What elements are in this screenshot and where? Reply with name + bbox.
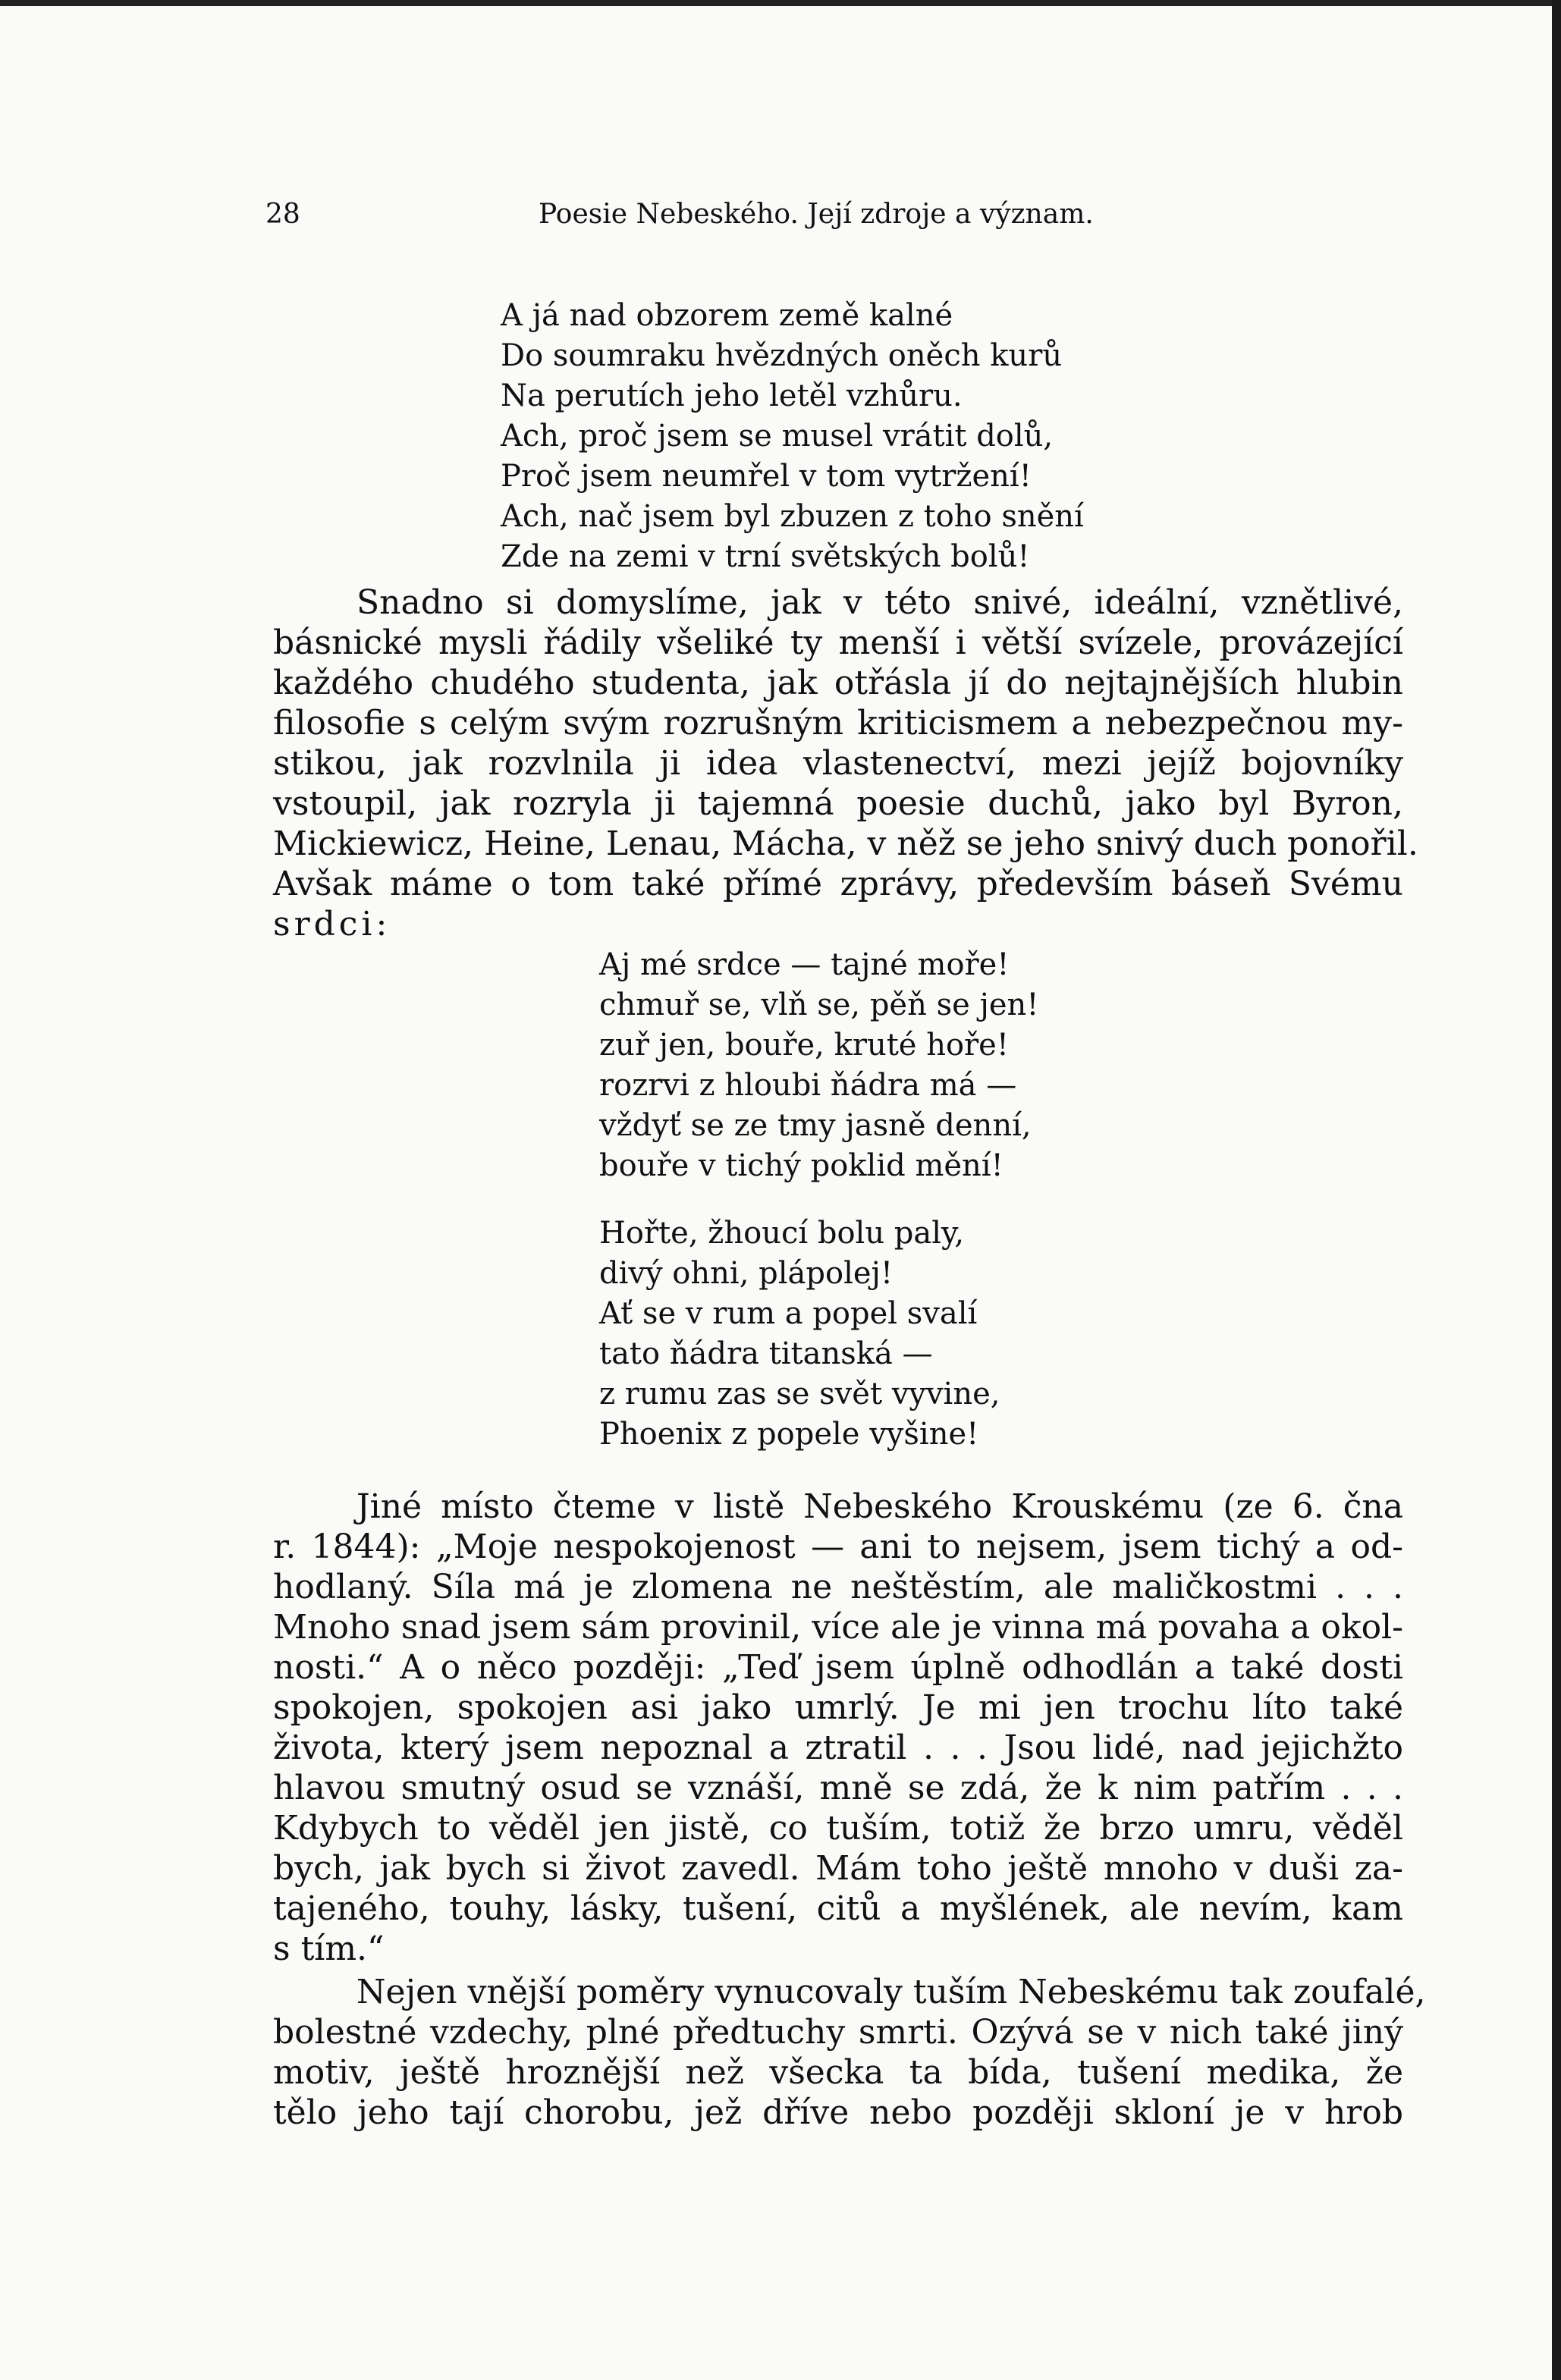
text-line: každého chudého studenta, jak otřásla jí do nejtajnějších hlubin (273, 664, 1403, 702)
text-line: nosti.“ A o něco později: „Teď jsem úplně odhodlán a také dosti (273, 1648, 1403, 1687)
text-line: Jiné místo čteme v listě Nebeského Krouskému (ze 6. čna (356, 1487, 1403, 1526)
text-line: vstoupil, jak rozryla ji tajemná poesie duchů, jako byl Byron, (273, 784, 1403, 823)
text-line: Kdybych to věděl jen jistě, co tuším, totiž že brzo umru, věděl (273, 1809, 1403, 1848)
text-line: bolestné vzdechy, plné předtuchy smrti. Ozývá se v nich také jiný (273, 2013, 1403, 2052)
text-line: tělo jeho tají chorobu, jež dříve nebo později skloní je v hrob (273, 2093, 1403, 2132)
text-line: bych, jak bych si život zavedl. Mám toho ještě mnoho v duši za- (273, 1849, 1403, 1888)
paragraph-3 (273, 1972, 1426, 2133)
verse-line: Aj mé srdce — tajné moře! (599, 947, 1010, 982)
text-line: života, který jsem nepoznal a ztratil . . . Jsou lidé, nad jejichžto (273, 1728, 1403, 1767)
running-title: Poesie Nebeského. Její zdroje a význam. (539, 199, 1094, 230)
text-line: Mnoho snad jsem sám provinil, více ale je vinna má povaha a okol- (273, 1608, 1403, 1647)
poem-stanza-2 (599, 945, 1038, 1186)
page-header (265, 199, 1145, 244)
text-line: filosofie s celým svým rozrušným kriticismem a nebezpečnou my- (273, 704, 1403, 743)
verse-line: Ach, proč jsem se musel vrátit dolů, (501, 419, 1054, 454)
paragraph-2 (273, 1487, 1403, 1969)
verse-line: z rumu zas se svět vyvine, (599, 1377, 1000, 1411)
text-line: Snadno si domyslíme, jak v této snivé, ideální, vznětlivé, (356, 583, 1403, 622)
poem-stanza-1 (501, 296, 1084, 577)
verse-line: bouře v tichý poklid mění! (599, 1148, 1003, 1183)
verse-line: zuř jen, bouře, kruté hoře! (599, 1028, 1009, 1063)
text-line: tajeného, touhy, lásky, tušení, citů a myšlének, ale nevím, kam (273, 1889, 1403, 1928)
verse-line: Ať se v rum a popel svalí (599, 1296, 978, 1331)
scan-edge-top (0, 0, 1561, 6)
verse-line: tato ňádra titanská — (599, 1336, 933, 1371)
poem-stanza-3 (599, 1214, 1000, 1455)
page-number: 28 (265, 199, 300, 230)
text-line: srdci: (273, 905, 391, 944)
verse-line: Zde na zemi v trní světských bolů! (501, 539, 1030, 574)
verse-line: chmuř se, vlň se, pěň se jen! (599, 987, 1039, 1022)
verse-line: Na perutích jeho letěl vzhůru. (501, 378, 963, 413)
paragraph-1 (273, 582, 1418, 944)
text-line: hlavou smutný osud se vznáší, mně se zdá, že k nim patřím . . . (273, 1769, 1403, 1807)
verse-line: Ach, nač jsem byl zbuzen z toho snění (501, 499, 1084, 534)
verse-line: Hořte, žhoucí bolu paly, (599, 1216, 965, 1251)
text-line: Avšak máme o tom také přímé zprávy, především báseň Svému (273, 865, 1403, 903)
scan-edge-right (1552, 0, 1561, 2380)
verse-line: rozrvi z hloubi ňádra má — (599, 1068, 1017, 1103)
text-line: spokojen, spokojen asi jako umrlý. Je mi jen trochu líto také (273, 1688, 1403, 1727)
verse-line: vždyť se ze tmy jasně denní, (599, 1108, 1032, 1143)
verse-line: A já nad obzorem země kalné (501, 298, 953, 333)
text-line: Nejen vnější poměry vynucovaly tuším Nebeskému tak zoufalé, (356, 1973, 1426, 2011)
verse-line: Do soumraku hvězdných oněch kurů (501, 338, 1063, 373)
text-line: hodlaný. Síla má je zlomena ne neštěstím, ale maličkostmi . . . (273, 1568, 1403, 1606)
text-line: Mickiewicz, Heine, Lenau, Mácha, v něž se jeho snivý duch ponořil. (273, 824, 1418, 863)
text-line: motiv, ještě hroznější než všecka ta bída, tušení medika, že (273, 2053, 1403, 2092)
text-line: s tím.“ (273, 1929, 385, 1968)
verse-line: divý ohni, plápolej! (599, 1256, 894, 1291)
text-line: básnické mysli řádily všeliké ty menší i větší svízele, provázející (273, 623, 1403, 662)
text-line: stikou, jak rozvlnila ji idea vlastenectví, mezi jejíž bojovníky (273, 744, 1403, 783)
text-line: r. 1844): „Moje nespokojenost — ani to nejsem, jsem tichý a od- (273, 1528, 1403, 1566)
verse-line: Proč jsem neumřel v tom vytržení! (501, 459, 1032, 494)
verse-line: Phoenix z popele vyšine! (599, 1417, 979, 1452)
